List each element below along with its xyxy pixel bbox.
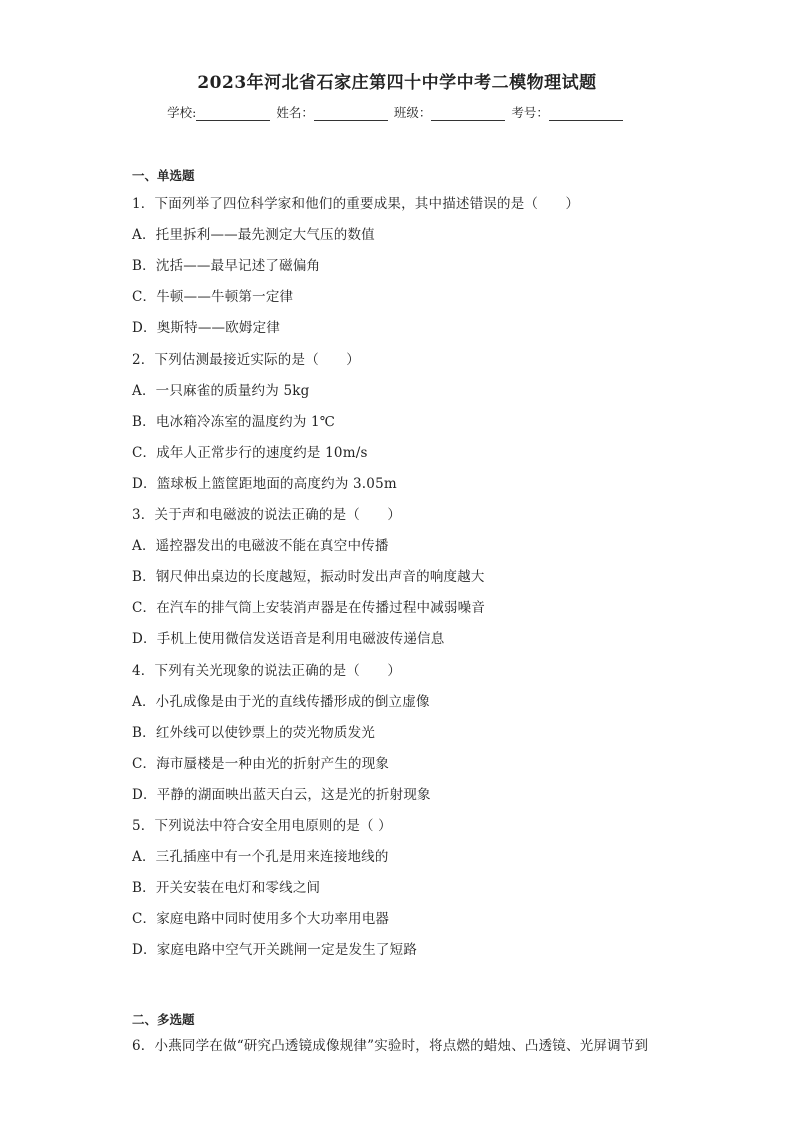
question-line: 3．关于声和电磁波的说法正确的是（ ） <box>132 507 402 523</box>
number-label: 考号： <box>511 105 549 120</box>
name-field <box>276 103 392 121</box>
question-line: 4．下列有关光现象的说法正确的是（ ） <box>132 662 402 679</box>
name-label: 姓名： <box>276 105 314 120</box>
question-line: D．篮球板上篮筐距地面的高度约为 3.05m <box>132 475 397 492</box>
school-field <box>167 103 274 121</box>
question-line: A．小孔成像是由于光的直线传播形成的倒立虚像 <box>132 693 430 710</box>
question-line: C．在汽车的排气筒上安装消声器是在传播过程中减弱噪音 <box>132 600 486 617</box>
class-field <box>394 103 510 121</box>
question-line: A．一只麻雀的质量约为 5kg <box>132 382 310 399</box>
question-line: 2．下列估测最接近实际的是（ ） <box>132 351 360 368</box>
question-line: A．三孔插座中有一个孔是用来连接地线的 <box>132 849 389 866</box>
question-line: D．奥斯特——欧姆定律 <box>132 320 281 337</box>
question-line: 5．下列说法中符合安全用电原则的是（ ） <box>132 818 392 834</box>
question-line: C．海市蜃楼是一种由光的折射产生的现象 <box>132 755 390 772</box>
question-line: B．电冰箱冷冻室的温度约为 1℃ <box>132 413 336 430</box>
question-line: B．开关安装在电灯和零线之间 <box>132 880 321 897</box>
name-blank[interactable] <box>314 106 388 121</box>
section-single-choice: 一、单选题 <box>132 168 195 183</box>
question-line: C．牛顿——牛顿第一定律 <box>132 289 294 306</box>
class-label: 班级： <box>393 105 432 120</box>
question-line: B．红外线可以使钞票上的荧光物质发光 <box>132 724 376 741</box>
question-line: C．家庭电路中同时使用多个大功率用电器 <box>132 911 390 928</box>
question-line: B．钢尺伸出桌边的长度越短，振动时发出声音的响度越大 <box>132 569 485 586</box>
question-line: D．手机上使用微信发送语音是利用电磁波传递信息 <box>132 631 445 648</box>
number-blank[interactable] <box>549 106 623 121</box>
student-info-row <box>0 103 794 121</box>
school-blank[interactable] <box>196 106 270 121</box>
page-title: 2023年河北省石家庄第四十中学中考二模物理试题 <box>197 73 597 93</box>
section-multi-choice: 二、多选题 <box>132 1012 195 1027</box>
class-blank[interactable] <box>431 106 505 121</box>
question-6: 6．小燕同学在做“研究凸透镜成像规律”实验时，将点燃的蜡烛、凸透镜、光屏调节到 <box>132 1038 649 1054</box>
question-line: D．家庭电路中空气开关跳闸一定是发生了短路 <box>132 942 418 959</box>
question-line: C．成年人正常步行的速度约是 10m/s <box>132 444 368 461</box>
question-line: D．平静的湖面映出蓝天白云，这是光的折射现象 <box>132 786 431 803</box>
question-line: A．遥控器发出的电磁波不能在真空中传播 <box>132 538 389 555</box>
school-label: 学校: <box>167 105 197 120</box>
number-field <box>511 103 627 121</box>
question-line: 1．下面列举了四位科学家和他们的重要成果，其中描述错误的是（ ） <box>132 196 580 212</box>
question-line: A．托里拆利——最先测定大气压的数值 <box>132 227 375 244</box>
question-line: B．沈括——最早记述了磁偏角 <box>132 258 321 275</box>
